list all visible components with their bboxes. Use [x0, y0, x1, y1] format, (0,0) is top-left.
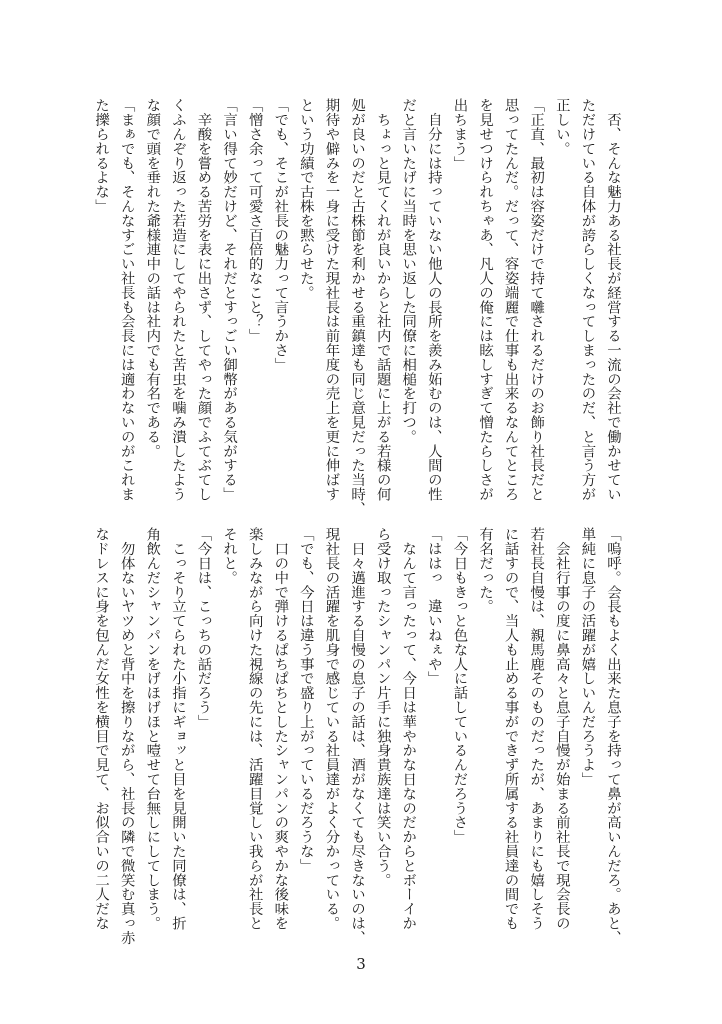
text-line: 正しい。: [553, 98, 570, 156]
text-line: こっそり立てられた小指にギョッと目を見開いた同僚は、折: [169, 527, 186, 931]
text-line: 現社長の活躍を肌身で感じている社員達がよく分かっている。: [323, 527, 340, 931]
text-line: 期待や僻みを一身に受けた現社長は前年度の売上を更に伸ばす: [323, 98, 340, 502]
text-line: 勿体ないヤツめと背中を擦りながら、社長の隣で微笑む真っ赤: [118, 527, 135, 945]
text-line: 「嗚呼。会長もよく出来た息子を持って鼻が高いんだろ。あと、: [605, 527, 621, 945]
text-line: を見せつけられちゃあ、凡人の俺には眩しすぎて憎たらしさが: [477, 98, 494, 502]
text-line: な顔で頭を垂れた爺様連中の話は社内でも有名である。: [144, 98, 161, 458]
text-line: なんて言ったって、今日は華やかな日なのだからとボーイか: [400, 527, 417, 931]
text-line: だと言いたげに当時を思い返した同僚に相槌を打つ。: [400, 98, 417, 444]
text-line: 処が良いのだと古株節を利かせる重鎮達も同じ意見だった当時、: [349, 98, 366, 516]
page-number: 3: [356, 955, 366, 973]
text-line: 有名だった。: [477, 527, 494, 614]
text-line: 「憎さ余って可愛さ百倍的なこと？」: [246, 98, 263, 343]
text-line: 否、そんな魅力ある社長が経営する一流の会社で働かせてい: [605, 98, 621, 502]
text-line: ら受け取ったシャンパン片手に独身貴族達は笑い合う。: [374, 527, 391, 887]
lower-text-block: [88, 527, 625, 947]
text-line: 日々邁進する自慢の息子の話は、酒がなくても尽きないのは、: [349, 527, 366, 945]
text-line: 「ははっ 違いねぇや」: [425, 527, 442, 686]
text-line: ただけている自体が誇らしくなってしまったのだ、と言う方が: [579, 98, 596, 502]
text-line: 単純に息子の活躍が嬉しいんだろうよ」: [579, 527, 596, 787]
text-line: に話すので、当人も止める事ができず所属する社員達の間でも: [502, 527, 519, 931]
text-line: 「まぁでも、そんなすごい社長も会長には適わないのがこれま: [118, 98, 135, 502]
text-line: 自分には持っていない他人の長所を羨み妬むのは、人間の性: [425, 98, 442, 502]
text-line: という功績で古株を黙らせた。: [297, 98, 314, 300]
text-line: なドレスに身を包んだ女性を横目で見て、お似合いの二人だな: [93, 527, 110, 931]
text-line: 会社行事の度に鼻高々と息子自慢が始まる前社長で現会長の: [553, 527, 570, 931]
text-line: 「でも、今日は違う事で盛り上がっているだろうな」: [297, 527, 314, 873]
text-line: 楽しみながら向けた視線の先には、活躍目覚しい我らが社長と: [246, 527, 263, 931]
text-line: それと。: [221, 527, 238, 585]
text-line: 思ってたんだ。だって、容姿端麗で仕事も出来るなんてところ: [502, 98, 519, 502]
upper-text-block: [88, 98, 625, 518]
text-line: 「今日もきっと色な人に話しているんだろうさ」: [451, 527, 468, 844]
text-line: 「正直、最初は容姿だけで持て囃されるだけのお飾り社長だと: [528, 98, 545, 502]
text-line: 「今日は、こっちの話だろう」: [195, 527, 212, 729]
text-line: 「言い得て妙だけど、それだとすっごい御幣がある気がする」: [221, 98, 238, 502]
text-line: 角飲んだシャンパンをげほげほと噎せて台無しにしてしまう。: [144, 527, 161, 931]
text-line: くふんぞり返った若造にしてやられたと苦虫を噛み潰したよう: [169, 98, 186, 502]
text-line: た擽られるよな」: [93, 98, 110, 214]
text-line: 若社長自慢は、親馬鹿そのものだったが、あまりにも嬉しそう: [528, 527, 545, 931]
text-line: ちょっと見てくれが良いからと社内で話題に上がる若様の何: [374, 98, 391, 502]
text-line: 辛酸を嘗める苦労を表に出さず、してやった顔でふてぶてし: [195, 98, 212, 502]
text-line: 「でも、そこが社長の魅力って言うかさ」: [272, 98, 289, 372]
text-line: 口の中で弾けるぱちぱちとしたシャンパンの爽やかな後味を: [272, 527, 289, 931]
text-line: 出ちまう」: [451, 98, 468, 170]
